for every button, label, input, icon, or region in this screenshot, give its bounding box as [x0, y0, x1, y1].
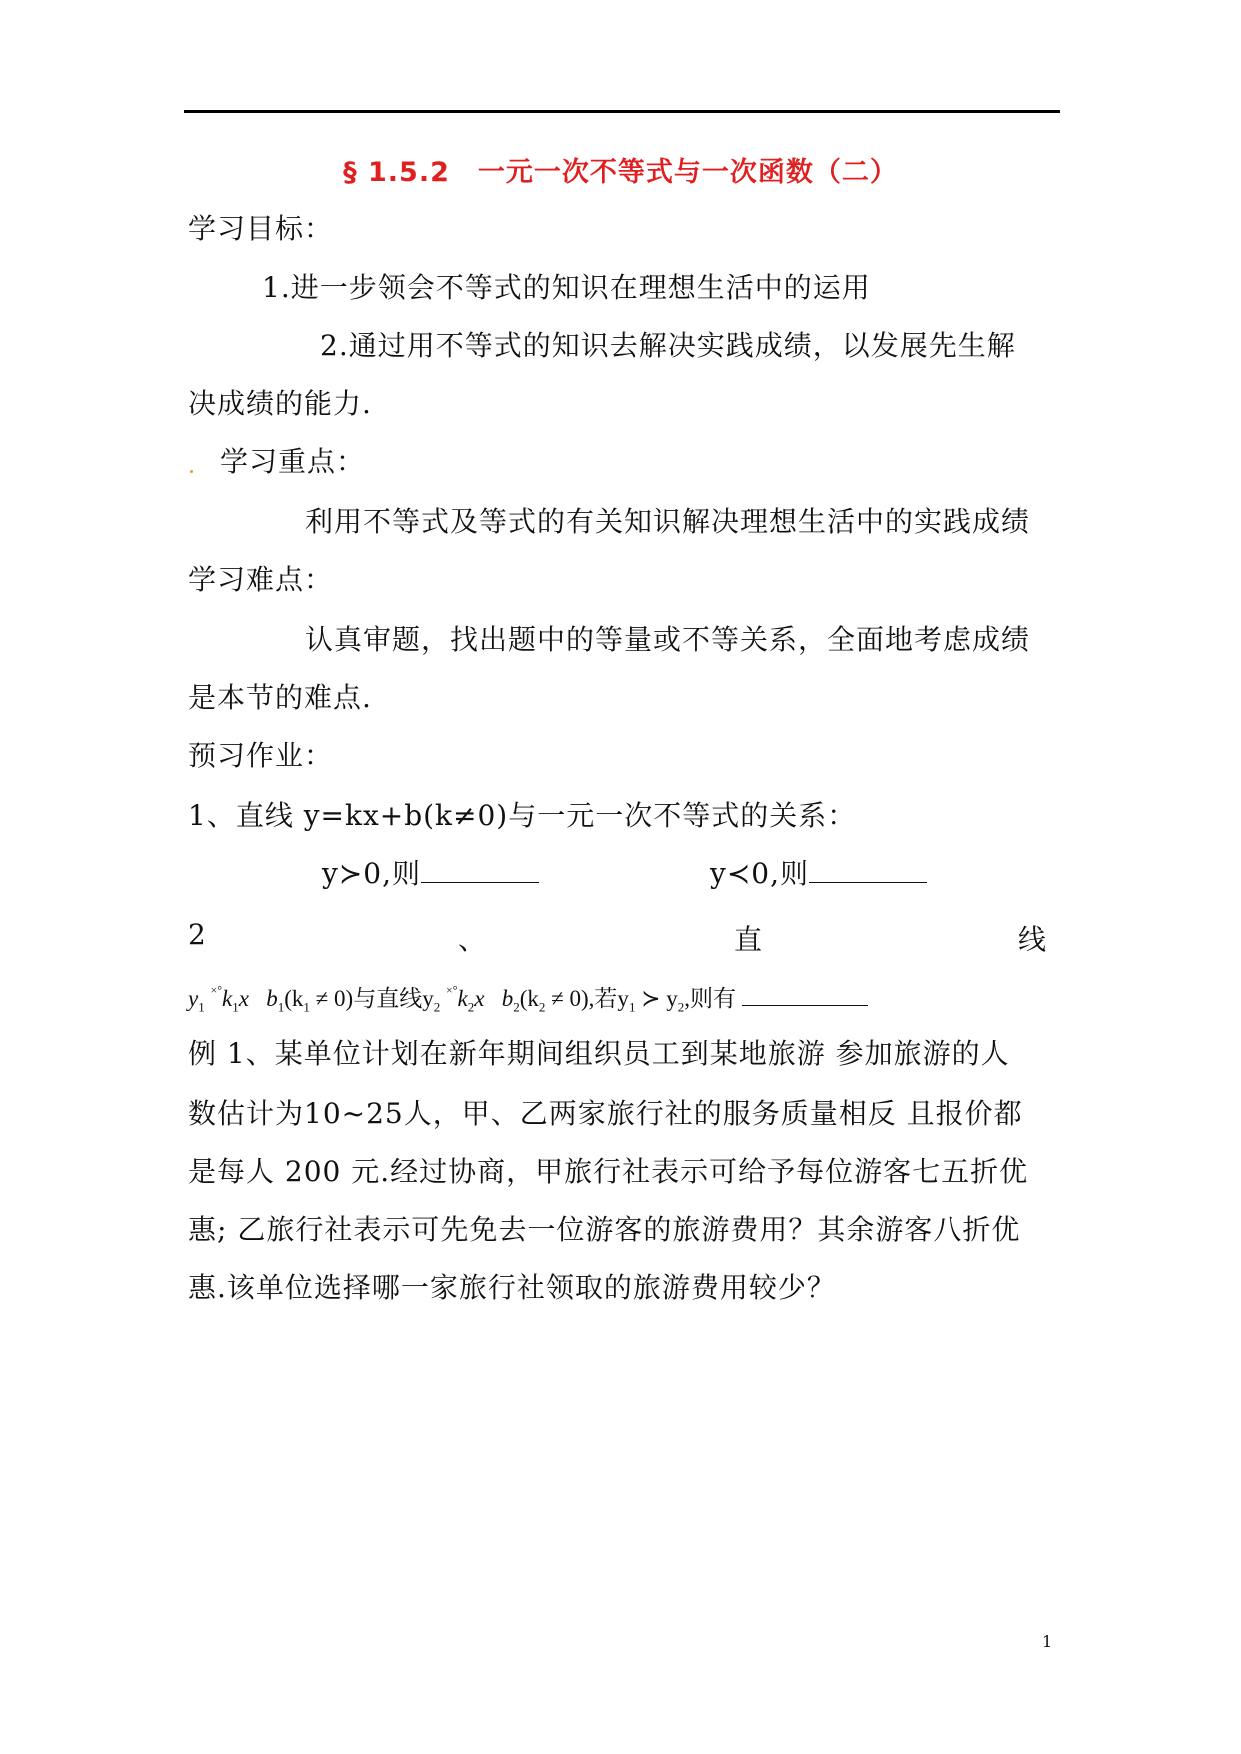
q1-negative-case — [710, 852, 927, 892]
difficulty-text-cont: 是本节的难点. — [188, 681, 372, 714]
preview-heading: 预习作业： — [188, 739, 334, 772]
example-line-1: 例 1、某单位计划在新年期间组织员工到某地旅游 参加旅游的人 — [188, 1037, 1010, 1070]
example-line-5: 惠.该单位选择哪一家旅行社领取的旅游费用较少？ — [188, 1271, 836, 1304]
goal-item-2: 2.通过用不等式的知识去解决实践成绩，以发展先生解 — [320, 329, 1016, 362]
preview-q1: 1、直线 y=kx+b(k≠0)与一元一次不等式的关系： — [188, 799, 857, 832]
q2-word-2: 线 — [1018, 923, 1047, 956]
q2-formula: $y_1$ $^{\times^\circ}k_1x$ $b_1(k_1 \ne 0)$与直线$y_2$ $^{\times^\circ}k_2x$ $b_2(k_2 \ne 0)$,若$y_1$ ≻ $y_2$,则有 — [188, 980, 868, 1016]
difficulty-text: 认真审题，找出题中的等量或不等关系，全面地考虑成绩 — [305, 623, 1031, 656]
stray-dot — [190, 470, 193, 473]
focus-text: 利用不等式及等式的有关知识解决理想生活中的实践成绩 — [305, 505, 1031, 538]
example-line-4: 惠; 乙旅行社表示可先免去一位游客的旅游费用？其余游客八折优 — [188, 1213, 1021, 1246]
focus-heading: 学习重点： — [220, 445, 366, 478]
q2-word-1: 直 — [734, 923, 763, 956]
q1-negative-label: y≺0,则 — [710, 857, 809, 890]
goals-heading: 学习目标： — [188, 212, 334, 245]
page-title: § 1.5.2 一元一次不等式与一次函数（二） — [343, 157, 898, 188]
header-rule — [184, 110, 1060, 113]
q2-number: 2 — [188, 918, 206, 951]
q1-positive-case — [322, 852, 539, 892]
answer-blank[interactable] — [421, 860, 539, 883]
goal-item-2-cont: 决成绩的能力. — [188, 387, 372, 420]
page-number: 1 — [1042, 1632, 1053, 1651]
answer-blank[interactable] — [742, 983, 868, 1006]
example-line-2: 数估计为10~25人，甲、乙两家旅行社的服务质量相反 且报价都 — [188, 1097, 1023, 1130]
example-line-3: 是每人 200 元.经过协商，甲旅行社表示可给予每位游客七五折优 — [188, 1155, 1029, 1188]
q2-separator: 、 — [458, 923, 487, 956]
q1-positive-label: y≻0,则 — [322, 857, 421, 890]
goal-item-1: 1.进一步领会不等式的知识在理想生活中的运用 — [262, 271, 871, 304]
answer-blank[interactable] — [809, 860, 927, 883]
difficulty-heading: 学习难点： — [188, 563, 334, 596]
